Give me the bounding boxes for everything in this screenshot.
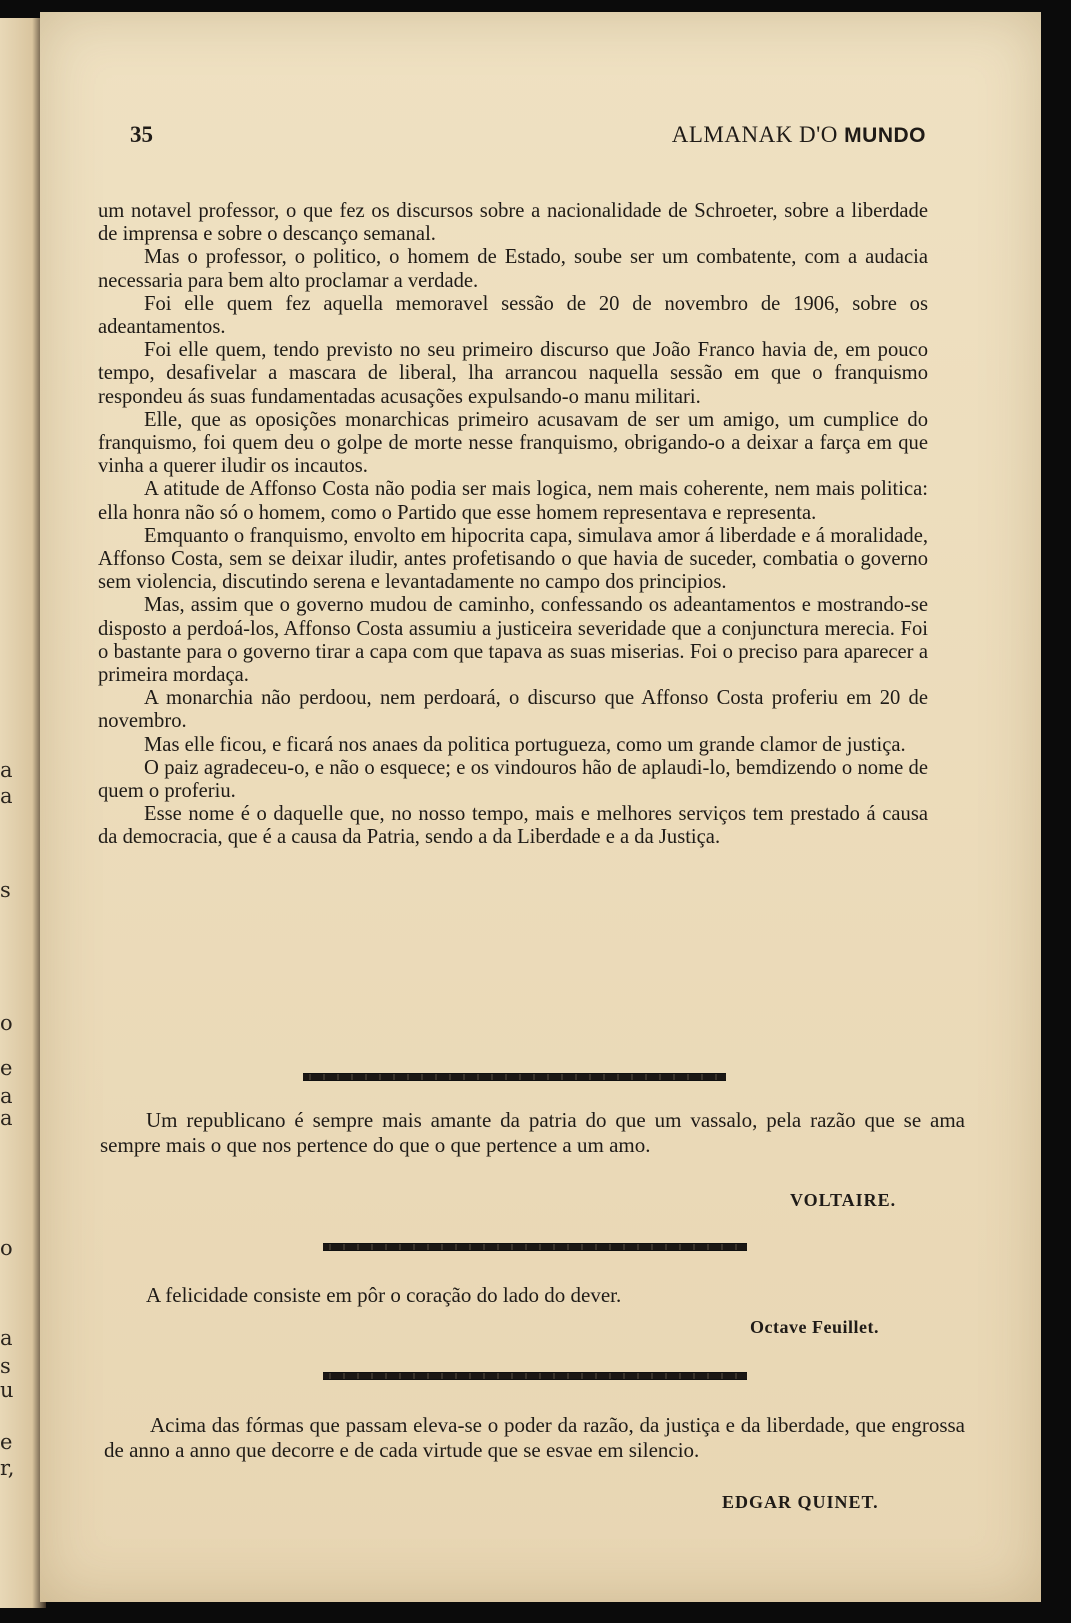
paragraph: O paiz agradeceu-o, e não o esquece; e os vindouros hão de aplaudi-lo, bemdizendo o nome de quem o proferiu. <box>98 756 928 803</box>
divider-rule <box>323 1243 747 1251</box>
divider-rule <box>303 1073 726 1081</box>
margin-fragment: s <box>0 1354 11 1378</box>
paragraph: Foi elle quem, tendo previsto no seu primeiro discurso que João Franco havia de, em pouco tempo, desafivelar a mascara de liberal, lha arrancou naquella sessão em que o franquismo respondeu ás suas fundamentadas acusações expulsando-o manu militari. <box>98 339 928 408</box>
paragraph: Mas, assim que o governo mudou de caminho, confessando os adeantamentos e mostrando-se disposto a perdoá-los, Affonso Costa assumiu a justiceira severidade que a conjunctura merecia. Foi o bastante para o governo tirar a capa com que tapava as suas miserias. Foi o preciso para aparecer a primeira mordaça. <box>98 594 928 687</box>
quote-feuillet <box>100 1283 965 1308</box>
running-title <box>672 122 926 148</box>
paragraph: A atitude de Affonso Costa não podia ser mais logica, nem mais coherente, nem mais politica: ella honra não só o homem, como o Partido que esse homem representava e representa. <box>98 478 928 524</box>
margin-fragment: a <box>0 1326 13 1350</box>
margin-fragment: s <box>0 878 11 902</box>
paragraph: A monarchia não perdoou, nem perdoará, o discurso que Affonso Costa proferiu em 20 de novembro. <box>98 687 928 733</box>
paragraph: Mas o professor, o politico, o homem de Estado, soube ser um combatente, com a audacia necessaria para bem alto proclamar a verdade. <box>98 246 928 292</box>
margin-fragment: e <box>0 1430 13 1454</box>
quote-author: Octave Feuillet. <box>750 1317 879 1337</box>
paragraph: Esse nome é o daquelle que, no nosso tempo, mais e melhores serviços tem prestado á causa da democracia, que é a causa da Patria, sendo a da Liberdade e a da Justiça. <box>98 803 928 849</box>
running-title-prefix: ALMANAK D'O <box>671 122 838 147</box>
paragraph: Emquanto o franquismo, envolto em hipocrita capa, simulava amor á liberdade e á moralidade, Affonso Costa, sem se deixar iludir, antes profetisando o que havia de suceder, combatia o governo sem violencia, discutindo serena e levantadamente no campo dos principios. <box>98 524 928 594</box>
article-body <box>98 200 928 850</box>
quote-text: Acima das fórmas que passam eleva-se o poder da razão, da justiça e da liberdade, que engrossa de anno a anno que decorre e de cada virtude que se esvae em silencio. <box>104 1413 965 1462</box>
paragraph: Mas elle ficou, e ficará nos anaes da politica portugueza, como um grande clamor de justiça. <box>144 733 906 756</box>
quote-quinet <box>104 1413 965 1462</box>
quote-author: EDGAR QUINET. <box>722 1492 879 1512</box>
paragraph: um notavel professor, o que fez os discursos sobre a nacionalidade de Schroeter, sobre a liberdade de imprensa e sobre o descanço semanal. <box>98 200 928 246</box>
margin-fragment: u <box>0 1378 14 1402</box>
page-number: 35 <box>130 122 153 147</box>
margin-fragment: a <box>0 1084 13 1108</box>
paragraph: Foi elle quem fez aquella memoravel sessão de 20 de novembro de 1906, sobre os adeantamentos. <box>98 292 928 339</box>
paragraph: Elle, que as oposições monarchicas primeiro acusavam de ser um amigo, um cumplice do franquismo, foi quem deu o golpe de morte nesse franquismo, obrigando-o a deixar a farça em que vinha a querer iludir os incautos. <box>98 408 928 478</box>
page-header <box>130 122 930 162</box>
margin-fragment: a <box>0 1106 13 1130</box>
quote-author: VOLTAIRE. <box>790 1190 897 1210</box>
divider-rule <box>323 1372 747 1380</box>
margin-fragment: a <box>0 784 13 808</box>
quote-text: A felicidade consiste em pôr o coração do lado do dever. <box>146 1283 622 1307</box>
margin-fragment: o <box>0 1236 13 1260</box>
margin-fragment: r, <box>0 1456 15 1480</box>
margin-fragment: o <box>0 1011 13 1035</box>
running-title-word: MUNDO <box>844 124 926 147</box>
margin-fragment: a <box>0 758 13 782</box>
quote-text: Um republicano é sempre mais amante da patria do que um vassalo, pela razão que se ama sempre mais o que nos pertence do que o que pertence a um amo. <box>100 1108 965 1157</box>
margin-fragment: e <box>0 1056 13 1080</box>
quote-voltaire <box>100 1108 965 1157</box>
